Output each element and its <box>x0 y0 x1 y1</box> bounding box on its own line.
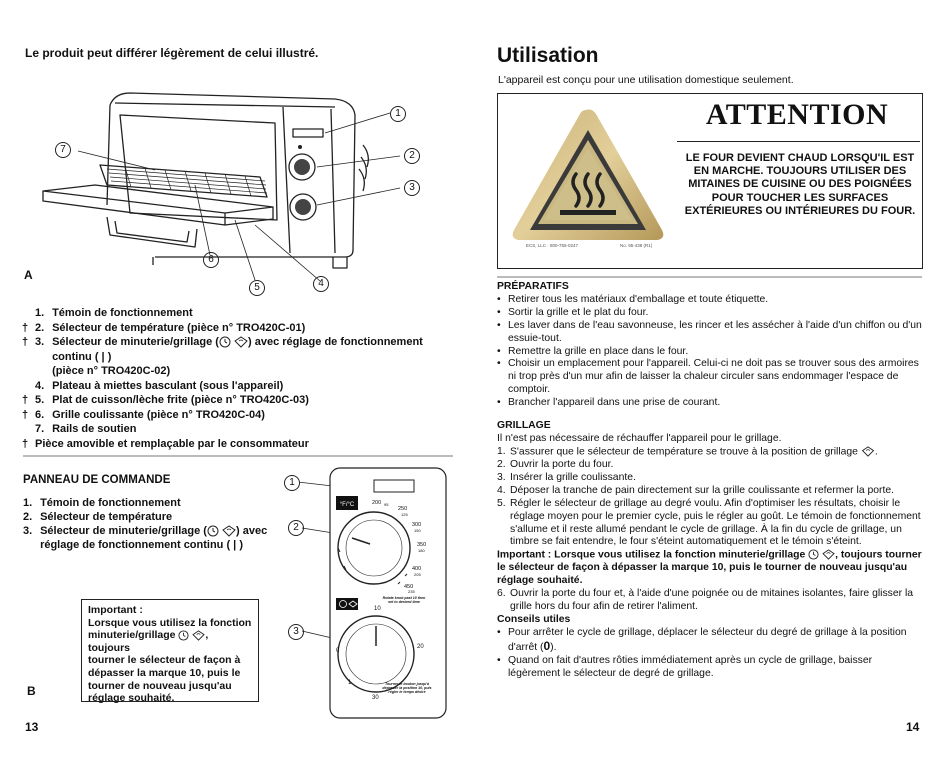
timer-mark: 1 <box>348 680 352 686</box>
preparatifs-section <box>497 281 922 410</box>
temp-mark: 95 <box>384 502 389 507</box>
toast-icon <box>234 336 248 348</box>
callout-4: 4 <box>313 276 329 292</box>
toast-icon <box>222 525 236 537</box>
rotate-note: Rotate knob past 10 then set to desired time <box>382 596 426 604</box>
list-item: • Choisir un emplacement pour l'appareil. Celui-ci ne doit pas se trouver sous des armoires ni trop près d'un mur afin de laisser la chaleur circuler sans endommager l'espace de comptoir. <box>497 358 919 396</box>
temp-unit-label: °F/°C <box>339 502 355 508</box>
temp-mark: 205 <box>414 572 421 577</box>
disclaimer: Le produit peut différer légèrement de celui illustré. <box>25 46 319 60</box>
grillage-intro: Il n'est pas nécessaire de réchauffer l'appareil pour le grillage. <box>497 432 782 444</box>
list-item: • Quand on fait d'autres rôties immédiatement après un cycle de grillage, baisser légèrement le sélecteur de degré de grillage. <box>497 654 873 679</box>
list-item: • Pour arrêter le cycle de grillage, déplacer le sélecteur du degré de grillage à la position d'arrêt (0). <box>497 627 907 653</box>
section-heading: Conseils utiles <box>497 614 571 626</box>
temp-mark: 300 <box>412 522 422 528</box>
tourner-note: Tourner le bouton jusqu'à dépasser la position 10, puis régler le temps désiré <box>382 682 432 694</box>
list-item: • Retirer tous les matériaux d'emballage et toute étiquette. <box>497 293 769 305</box>
toast-icon <box>822 549 835 560</box>
page-subtitle: L'appareil est conçu pour une utilisation domestique seulement. <box>498 74 794 86</box>
oven-illustration <box>35 85 425 295</box>
list-item: 1. S'assurer que le sélecteur de température se trouve à la position de grillage . <box>497 445 878 458</box>
list-item: • Les laver dans de l'eau savonneuse, les rincer et les assécher à l'aide d'un chiffon ou d'un essuie-tout. <box>497 319 922 344</box>
list-item: 2. Ouvrir la porte du four. <box>497 458 614 470</box>
timer-mark: 30 <box>372 695 379 701</box>
temp-mark: 250 <box>398 506 408 512</box>
warning-label-right: No. 95-438 (R1) <box>620 243 653 248</box>
temp-mark: 350 <box>417 542 427 548</box>
divider <box>23 455 453 457</box>
callout-3: 3 <box>404 180 420 196</box>
important-line: Lorsque vous utilisez la fonction <box>88 616 252 629</box>
temp-mark: 400 <box>412 566 422 572</box>
temp-mark: 235 <box>408 589 415 594</box>
callout-2: 2 <box>404 148 420 164</box>
callout-b-1: 1 <box>284 475 300 491</box>
timer-mark: 0 <box>336 648 340 654</box>
section-heading: PRÉPARATIFS <box>497 281 569 292</box>
timer-icon <box>207 525 219 537</box>
temp-mark: 180 <box>418 548 425 553</box>
callout-5: 5 <box>249 280 265 296</box>
list-item: 6. Ouvrir la porte du four et, à l'aide d'une poignée ou de mitaines isolantes, faire glisser la grille hors du four afin de retirer l'aliment. <box>497 588 914 613</box>
list-item: 1. Témoin de fonctionnement <box>23 497 181 509</box>
list-item: • Sortir la grille et le plat du four. <box>497 306 649 318</box>
list-item: 1. Témoin de fonctionnement <box>35 307 193 319</box>
list-item: 4. Plateau à miettes basculant (sous l'appareil) <box>35 379 284 392</box>
list-item: • Brancher l'appareil dans une prise de courant. <box>497 397 721 409</box>
page-number-left: 13 <box>25 720 39 734</box>
callout-b-2: 2 <box>288 520 304 536</box>
figure-b-label: B <box>27 684 36 698</box>
list-item: 4. Déposer la tranche de pain directement sur la grille coulissante et refermer la porte. <box>497 484 895 496</box>
important-title: Important : <box>88 604 143 616</box>
callout-6: 6 <box>203 252 219 268</box>
temp-mark: 125 <box>401 512 408 517</box>
warning-label-left: ECS, LLC · 800-755-0247 <box>526 243 579 248</box>
temp-mark: 450 <box>404 584 414 590</box>
divider <box>497 276 922 278</box>
hot-surface-warning-icon <box>508 104 668 254</box>
list-item: 5. Régler le sélecteur de grillage au degré voulu. Afin d'optimiser les résultats, choisir le réglage moyen pour le premier cycle, puis le régler au goût. Le témoin de fonctionnement s'allume et il reste allumé pendant le cycle de grillage. À la fin du cycle de grillage, un timbre se fait entendre, le four s'éteint automatiquement et le témoin s'éteint. <box>497 497 921 548</box>
grillage-section <box>497 420 922 681</box>
panel-title: PANNEAU DE COMMANDE <box>23 474 171 486</box>
panel-list <box>23 496 283 552</box>
list-item: † 5. Plat de cuisson/lèche frite (pièce n° TRO420C-03) <box>22 394 309 406</box>
temp-mark: 150 <box>414 528 421 533</box>
important-line: tourner le sélecteur de façon à dépasser la marque 10, puis le tourner de nouveau jusqu'au réglage souhaité. <box>88 654 241 705</box>
control-panel-illustration <box>300 466 450 720</box>
timer-icon <box>178 630 189 641</box>
section-heading: GRILLAGE <box>497 420 551 431</box>
warning-divider <box>677 141 920 142</box>
callout-1: 1 <box>390 106 406 122</box>
list-item: † 6. Grille coulissante (pièce n° TRO420C-04) <box>22 408 265 421</box>
figure-a-label: A <box>24 268 33 282</box>
list-item: † 3. Sélecteur de minuterie/grillage ( ) avec réglage de fonctionnement continu ( | ) (pièce n° TRO420C-02) <box>22 336 423 377</box>
timer-mark: 10 <box>374 606 381 612</box>
important-line: minuterie/grillage , toujours <box>88 629 209 654</box>
parts-list <box>22 306 462 451</box>
list-item: † 2. Sélecteur de température (pièce n° TRO420C-01) <box>22 321 306 334</box>
important-note: Important : Lorsque vous utilisez la fonction minuterie/grillage , toujours tourner le sélecteur de façon à dépasser la marque 10, puis le tourner de nouveau jusqu'au réglage souhaité. <box>497 549 922 587</box>
timer-mark: 20 <box>417 644 424 650</box>
temp-mark: 200 <box>372 500 382 506</box>
callout-b-3: 3 <box>288 624 304 640</box>
important-box <box>81 599 259 705</box>
page-number-right: 14 <box>906 720 920 734</box>
callout-7: 7 <box>55 142 71 158</box>
toast-icon <box>861 446 875 457</box>
list-item: 7. Rails de soutien <box>35 423 137 435</box>
timer-icon <box>808 549 819 560</box>
warning-text: LE FOUR DEVIENT CHAUD LORSQU'IL EST EN MARCHE. TOUJOURS UTILISER DES MITAINES DE CUISINE OU DES POIGNÉES POUR TOUCHER LES SURFACES EXTÉRIEURES OU INTÉRIEURES DU FOUR. <box>684 152 916 217</box>
timer-icon <box>219 336 231 348</box>
page-title: Utilisation <box>497 44 599 67</box>
list-item: 2. Sélecteur de température <box>23 511 173 523</box>
replaceable-note: † Pièce amovible et remplaçable par le consommateur <box>22 437 309 450</box>
warning-title: ATTENTION <box>705 98 889 131</box>
list-item: 3. Insérer la grille coulissante. <box>497 471 636 483</box>
list-item: • Remettre la grille en place dans le four. <box>497 345 689 357</box>
toast-icon <box>192 630 205 641</box>
list-item: 3. Sélecteur de minuterie/grillage ( ) avec réglage de fonctionnement continu ( | ) <box>23 525 268 551</box>
